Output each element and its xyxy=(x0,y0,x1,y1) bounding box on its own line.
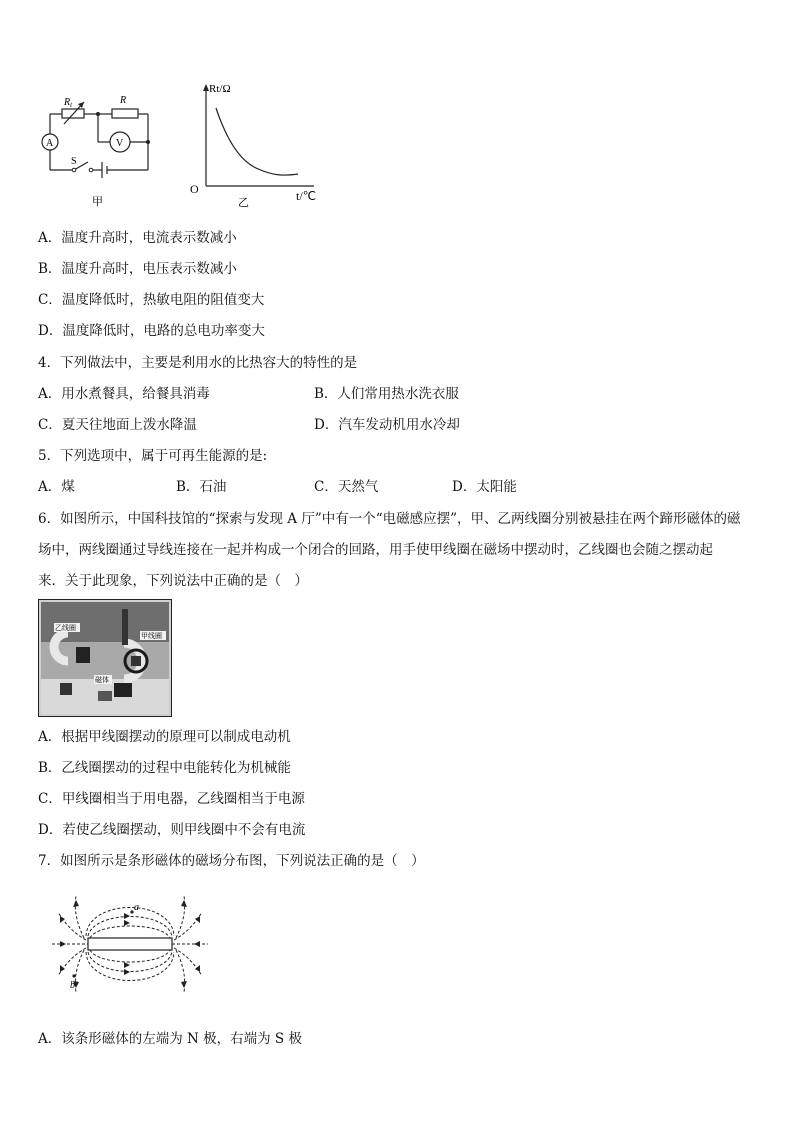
ammeter-label: A xyxy=(46,138,54,149)
graph-caption: 乙 xyxy=(238,197,249,209)
q4-option-a: A．用水煮餐具，给餐具消毒 xyxy=(38,386,210,402)
q7-option-a: A．该条形磁体的左端为 N 极，右端为 S 极 xyxy=(38,1031,302,1047)
q6-stem-line-2: 场中，两线圈通过导线连接在一起并构成一个闭合的回路，用手使甲线圈在磁场中摆动时，乙线圈也会随之摆动起 xyxy=(38,542,713,558)
q3-option-d: D．温度降低时，电路的总电功率变大 xyxy=(38,323,265,339)
q4-option-d: D．汽车发动机用水冷却 xyxy=(314,417,460,433)
bar-magnet-field-diagram xyxy=(48,892,212,996)
point-b-label: b xyxy=(70,980,75,991)
photo-label-coil-jia: 甲线圈 xyxy=(141,633,162,640)
photo-label-magnet: 磁体 xyxy=(95,677,109,684)
q5-option-b: B．石油 xyxy=(176,479,227,495)
q3-option-a: A．温度升高时，电流表示数减小 xyxy=(38,230,237,246)
induction-pendulum-photo xyxy=(38,599,172,717)
q4-option-c: C．夏天往地面上泼水降温 xyxy=(38,417,197,433)
q6-option-a: A．根据甲线圈摆动的原理可以制成电动机 xyxy=(38,729,291,745)
resistance-temperature-graph xyxy=(184,78,330,210)
q6-option-b: B．乙线圈摆动的过程中电能转化为机械能 xyxy=(38,760,291,776)
q5-option-d: D．太阳能 xyxy=(452,479,517,495)
q3-option-c: C．温度降低时，热敏电阻的阻值变大 xyxy=(38,292,265,308)
switch-label: S xyxy=(71,156,77,167)
q5-option-c: C．天然气 xyxy=(314,479,379,495)
q3-option-b: B．温度升高时，电压表示数减小 xyxy=(38,261,237,277)
q4-stem: 4．下列做法中，主要是利用水的比热容大的特性的是 xyxy=(38,355,358,371)
q7-stem: 7．如图所示是条形磁体的磁场分布图，下列说法正确的是（ ） xyxy=(38,853,425,869)
bar-magnet xyxy=(88,938,172,950)
q4-option-b: B．人们常用热水洗衣服 xyxy=(314,386,459,402)
circuit-diagram xyxy=(36,88,162,214)
r-label: R xyxy=(120,95,127,106)
q6-stem-line-3: 来．关于此现象，下列说法中正确的是（ ） xyxy=(38,573,308,589)
resistance-curve xyxy=(216,108,298,175)
point-a-label: a xyxy=(134,902,139,913)
q5-stem: 5．下列选项中，属于可再生能源的是: xyxy=(38,448,268,464)
x-axis-label: t/℃ xyxy=(296,189,317,203)
q6-option-d: D．若使乙线圈摆动，则甲线圈中不会有电流 xyxy=(38,822,306,838)
q6-stem-line-1: 6．如图所示，中国科技馆的“探索与发现 A 厅”中有一个“电磁感应摆”，甲、乙两线圈分别被悬挂在两个蹄形磁体的磁 xyxy=(38,511,741,527)
q6-option-c: C．甲线圈相当于用电器，乙线圈相当于电源 xyxy=(38,791,305,807)
circuit-caption: 甲 xyxy=(92,196,103,208)
voltmeter-label: V xyxy=(116,138,124,149)
y-axis-label: Rt/Ω xyxy=(209,83,231,95)
photo-label-coil-yi: 乙线圈 xyxy=(55,625,76,632)
q5-option-a: A．煤 xyxy=(38,479,75,495)
origin-label: O xyxy=(190,182,199,196)
rt-label: $R_t$ xyxy=(64,97,73,109)
